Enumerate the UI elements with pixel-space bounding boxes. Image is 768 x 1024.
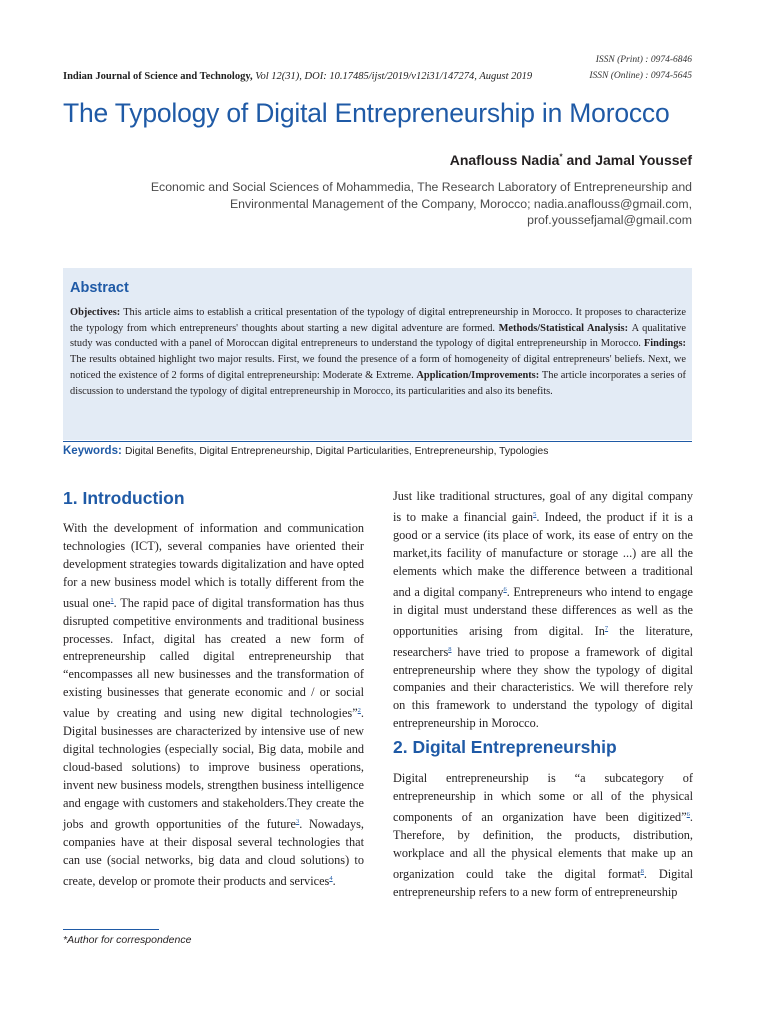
right-text-2: . Indeed, the product if it is a good or a service (its place of work, its ease of entry on the market,its facility of manufacture or storage ...) are all the elements which make the difference between a traditional and a digital company xyxy=(393,510,693,599)
keywords xyxy=(63,445,703,457)
de-text-1: Digital entrepreneurship is “a subcategory of entrepreneurship in which some or all of the physical components of an organization have been digitized” xyxy=(393,771,693,824)
keywords-text: Digital Benefits, Digital Entrepreneurship, Digital Particularities, Entrepreneurship, Typologies xyxy=(125,446,549,457)
author-rest: and Jamal Youssef xyxy=(562,152,692,168)
footnote-correspondence: *Author for correspondence xyxy=(63,934,192,946)
digital-entrepreneurship-paragraph xyxy=(393,770,693,902)
reference-link[interactable]: 4 xyxy=(329,874,333,882)
introduction-paragraph xyxy=(63,520,364,891)
intro-text-5: . xyxy=(332,873,336,888)
footnote-divider xyxy=(63,929,159,930)
abstract-application-label: Application/Improvements: xyxy=(416,369,542,381)
right-text-5: have tried to propose a framework of digital entrepreneurship where they show the typology of digital companies and their characteristics. We will therefore rely on this framework to understand the typology of digital entrepreneurship in Morocco. xyxy=(393,644,693,731)
issn-print: ISSN (Print) : 0974-6846 xyxy=(595,55,692,65)
right-text-1: Just like traditional structures, goal of any digital company is to make a financial gain xyxy=(393,489,693,524)
abstract-body xyxy=(70,305,686,399)
keywords-label: Keywords: xyxy=(63,445,125,457)
issn-online: ISSN (Online) : 0974-5645 xyxy=(589,71,692,81)
reference-link[interactable]: 6 xyxy=(503,585,507,593)
right-text-3: . Entrepreneurs who intend to engage in digital must understand these differences as well as the opportunities arising from digital. In xyxy=(393,584,693,638)
reference-link[interactable]: 5 xyxy=(533,510,537,518)
affiliation-line-3: prof.youssefjamal@gmail.com xyxy=(527,213,692,227)
de-text-2: . Therefore, by definition, the products, distribution, workplace and all the physical elements that make up an organization could take the digital format xyxy=(393,809,693,881)
section-heading-digital-entrepreneurship: 2. Digital Entrepreneurship xyxy=(393,737,617,757)
author-list xyxy=(450,152,692,168)
intro-text-4: . Nowadays, companies have at their disposal several technologies that can use (social networks, big data and cloud solutions) to create, develop or promote their products and services xyxy=(63,816,364,888)
intro-text-2: . The rapid pace of digital transformation has thus disrupted competitive environments and traditional business processes. Infact, digital has created a new form of entrepreneurship called digital entrepreneurship that “encompasses all new businesses and the transformation of existing businesses that generate economic and / or social value by creating and using new digital technologies” xyxy=(63,595,364,721)
de-text-3: . Digital entrepreneurship refers to a new form of entrepreneurship xyxy=(393,866,693,899)
abstract-objectives-text: This article aims to establish a critical presentation of the typology of digital entrepreneurship in Morocco. It proposes to characterize the typology from which entrepreneurs' thoughts about starting a new digital adventure are formed. xyxy=(70,307,686,334)
reference-link[interactable]: 6 xyxy=(686,810,690,818)
journal-name: Indian Journal of Science and Technology, xyxy=(63,71,253,82)
reference-link[interactable]: 2 xyxy=(357,707,361,715)
issn-block xyxy=(589,52,692,84)
abstract-findings-label: Findings: xyxy=(643,338,686,350)
affiliation-line-1: Economic and Social Sciences of Mohammedia, The Research Laboratory of Entrepreneurship and xyxy=(150,180,692,194)
right-text-4: the literature, researchers xyxy=(393,623,693,659)
reference-link[interactable]: 8 xyxy=(448,645,452,653)
reference-link[interactable]: 3 xyxy=(295,817,300,825)
abstract-objectives-label: Objectives: xyxy=(70,307,124,318)
reference-link[interactable]: 8 xyxy=(640,867,644,875)
affiliation-line-2: Environmental Management of the Company, Morocco; nadia.anaflouss@gmail.com, xyxy=(229,196,692,211)
abstract-methods-label: Methods/Statistical Analysis: xyxy=(498,322,632,334)
abstract-application-text: The article incorporates a series of discussion to understand the typology of digital entrepreneurship in Morocco, its particularities and also its benefits. xyxy=(70,369,686,397)
reference-link[interactable]: 1 xyxy=(110,596,114,604)
abstract-heading: Abstract xyxy=(70,280,129,296)
abstract-findings-text: The results obtained highlight two major results. First, we found the presence of a form of homogeneity of digital entrepreneurs' beliefs. Next, we noticed the existence of 2 forms of digital entrepreneurship: Moderate & Extreme. xyxy=(70,354,686,381)
journal-citation xyxy=(63,71,532,82)
abstract-divider xyxy=(63,441,692,442)
affiliation xyxy=(132,179,692,229)
abstract-methods-text: A qualitative study was conducted with a panel of Moroccan digital entrepreneurs to understand the typology of digital entrepreneurship in Morocco. xyxy=(70,322,687,350)
corresponding-mark: * xyxy=(559,152,563,162)
intro-text-1: With the development of information and communication technologies (ICT), several companies have oriented their development strategies towards digitalization and have opted for a new business model which is totally different from the usual one xyxy=(63,521,364,610)
introduction-continued-paragraph xyxy=(393,488,693,733)
reference-link[interactable]: 7 xyxy=(604,624,609,632)
paper-title: The Typology of Digital Entrepreneurship in Morocco xyxy=(63,98,670,128)
section-heading-introduction: 1. Introduction xyxy=(63,488,185,508)
journal-volume-doi: Vol 12(31), DOI: 10.17485/ijst/2019/v12i31/147274, August 2019 xyxy=(252,71,533,82)
author-first: Anaflouss Nadia xyxy=(449,152,560,168)
intro-text-3: . Digital businesses are characterized by intensive use of new digital technologies (especially social, Big data, mobile and cloud-based solutions) to improve business operations, invent new business models, strengthen business intelligence and engage with customers and stakeholders.They create the jobs and growth opportunities of the future xyxy=(63,706,364,831)
